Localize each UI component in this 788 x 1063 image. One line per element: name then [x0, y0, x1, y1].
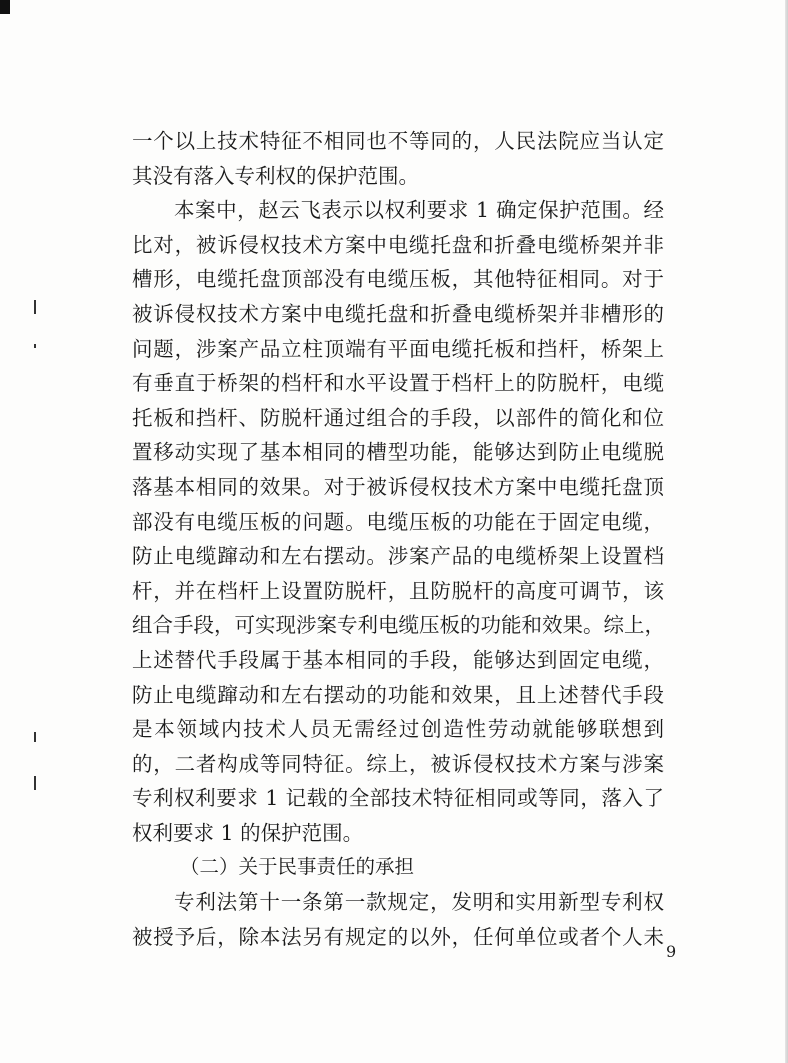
text-line: 有垂直于桥架的档杆和水平设置于档杆上的防脱杆，电缆: [132, 371, 664, 396]
section-heading: （二）关于民事责任的承担: [180, 855, 415, 879]
text-line: 落基本相同的效果。对于被诉侵权技术方案中电缆托盘顶: [132, 474, 664, 499]
scan-corner-mark: [0, 0, 10, 14]
text-line: 杆，并在档杆上设置防脱杆，且防脱杆的高度可调节，该: [132, 578, 664, 603]
binding-hole-mark: [34, 732, 36, 742]
binding-hole-mark: [34, 300, 36, 314]
text-line: 组合手段，可实现涉案专利电缆压板的功能和效果。综上，: [132, 613, 665, 638]
text-line: 本案中，赵云飞表示以权利要求 1 确定保护范围。经: [174, 198, 664, 223]
page-number: 9: [666, 942, 677, 961]
text-line: 是本领域内技术人员无需经过创造性劳动就能够联想到: [132, 717, 664, 742]
text-line: 问题，涉案产品立柱顶端有平面电缆托板和挡杆，桥架上: [132, 336, 664, 361]
text-line: 其没有落入专利权的保护范围。: [132, 163, 419, 188]
text-line: 专利法第十一条第一款规定，发明和实用新型专利权: [174, 890, 664, 915]
text-line: 权利要求 1 的保护范围。: [132, 820, 364, 845]
text-line: 被授予后，除本法另有规定的以外，任何单位或者个人未: [132, 924, 664, 949]
text-line: 部没有电缆压板的问题。电缆压板的功能在于固定电缆，: [132, 509, 664, 534]
text-line: 的，二者构成等同特征。综上，被诉侵权技术方案与涉案: [132, 751, 664, 776]
text-line: 置移动实现了基本相同的槽型功能，能够达到防止电缆脱: [132, 440, 664, 465]
text-line: 一个以上技术特征不相同也不等同的，人民法院应当认定: [132, 129, 664, 153]
binding-hole-mark: [34, 776, 36, 790]
text-line: 上述替代手段属于基本相同的手段，能够达到固定电缆，: [132, 647, 664, 672]
text-line: 防止电缆蹿动和左右摆动。涉案产品的电缆桥架上设置档: [132, 544, 664, 569]
text-line: 专利权利要求 1 记载的全部技术特征相同或等同，落入了: [132, 786, 664, 811]
text-line: 托板和挡杆、防脱杆通过组合的手段，以部件的简化和位: [132, 405, 664, 430]
text-line: 防止电缆蹿动和左右摆动的功能和效果，且上述替代手段: [132, 682, 664, 707]
text-line: 槽形，电缆托盘顶部没有电缆压板，其他特征相同。对于: [132, 267, 664, 292]
text-line: 被诉侵权技术方案中电缆托盘和折叠电缆桥架并非槽形的: [132, 301, 664, 326]
text-line: 比对，被诉侵权技术方案中电缆托盘和折叠电缆桥架并非: [132, 232, 664, 257]
document-body: [132, 124, 664, 954]
binding-hole-mark: [34, 344, 36, 348]
